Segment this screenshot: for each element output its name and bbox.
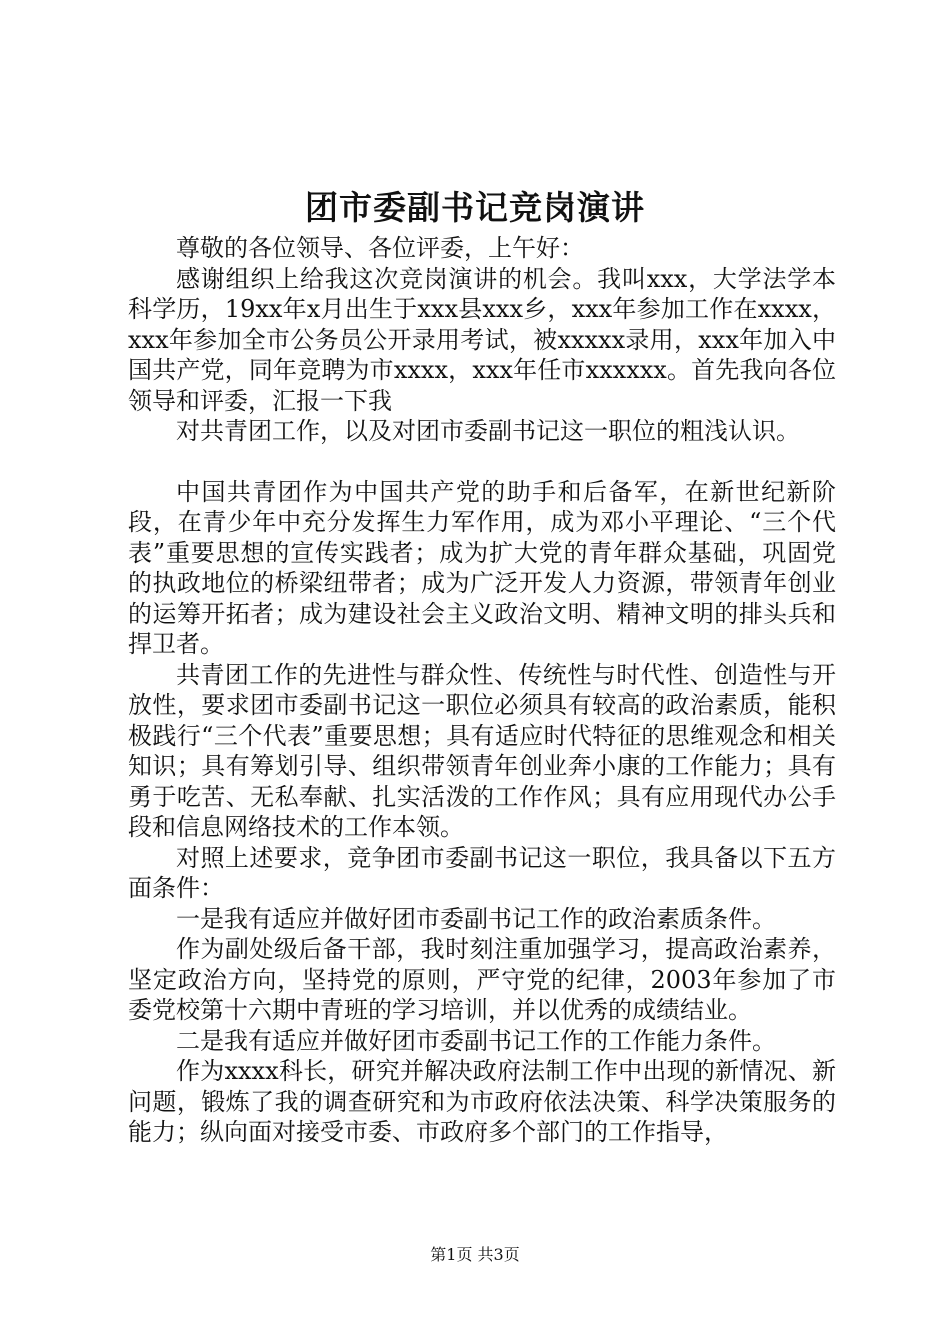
paragraph: 对照上述要求，竞争团市委副书记这一职位，我具备以下五方面条件： xyxy=(128,843,836,902)
paragraph: 二是我有适应并做好团市委副书记工作的工作能力条件。 xyxy=(176,1026,776,1055)
paragraph: 作为xxxx科长，研究并解决政府法制工作中出现的新情况、新问题，锻炼了我的调查研究和为市政府依法决策、科学决策服务的能力；纵向面对接受市委、市政府多个部门的工作指导， xyxy=(128,1057,836,1146)
paragraph: 共青团工作的先进性与群众性、传统性与时代性、创造性与开放性，要求团市委副书记这一职位必须具有较高的政治素质，能积极践行“三个代表”重要思想；具有适应时代特征的思维观念和相关知识；具有筹划引导、组织带领青年创业奔小康的工作能力；具有勇于吃苦、无私奉献、扎实活泼的工作作风；具有应用现代办公手段和信息网络技术的工作本领。 xyxy=(128,660,836,841)
paragraph: 中国共青团作为中国共产党的助手和后备军，在新世纪新阶段，在青少年中充分发挥生力军作用，成为邓小平理论、“三个代表”重要思想的宣传实践者；成为扩大党的青年群众基础，巩固党的执政地位的桥梁纽带者；成为广泛开发人力资源，带领青年创业的运筹开拓者；成为建设社会主义政治文明、精神文明的排头兵和捍卫者。 xyxy=(128,477,836,658)
document-title: 团市委副书记竞岗演讲 xyxy=(305,188,645,227)
document-body xyxy=(128,233,836,1148)
paragraph: 对共青团工作，以及对团市委副书记这一职位的粗浅认识。 xyxy=(176,417,800,445)
paragraph: 作为副处级后备干部，我时刻注重加强学习，提高政治素养，坚定政治方向，坚持党的原则，严守党的纪律，2003年参加了市委党校第十六期中青班的学习培训，并以优秀的成绩结业。 xyxy=(128,935,836,1024)
page-number-footer: 第1页 共3页 xyxy=(430,1245,520,1264)
paragraph: 感谢组织上给我这次竞岗演讲的机会。我叫xxx，大学法学本科学历，19xx年x月出生于xxx县xxx乡，xxx年参加工作在xxxx，xxx年参加全市公务员公开录用考试，被xxxxx录用，xxx年加入中国共产党，同年竞聘为市xxxx，xxx年任市xxxxxx。首先我向各位领导和评委，汇报一下我 xyxy=(128,264,836,415)
paragraph-greeting: 尊敬的各位领导、各位评委，上午好： xyxy=(176,234,584,262)
paragraph: 一是我有适应并做好团市委副书记工作的政治素质条件。 xyxy=(176,904,776,933)
